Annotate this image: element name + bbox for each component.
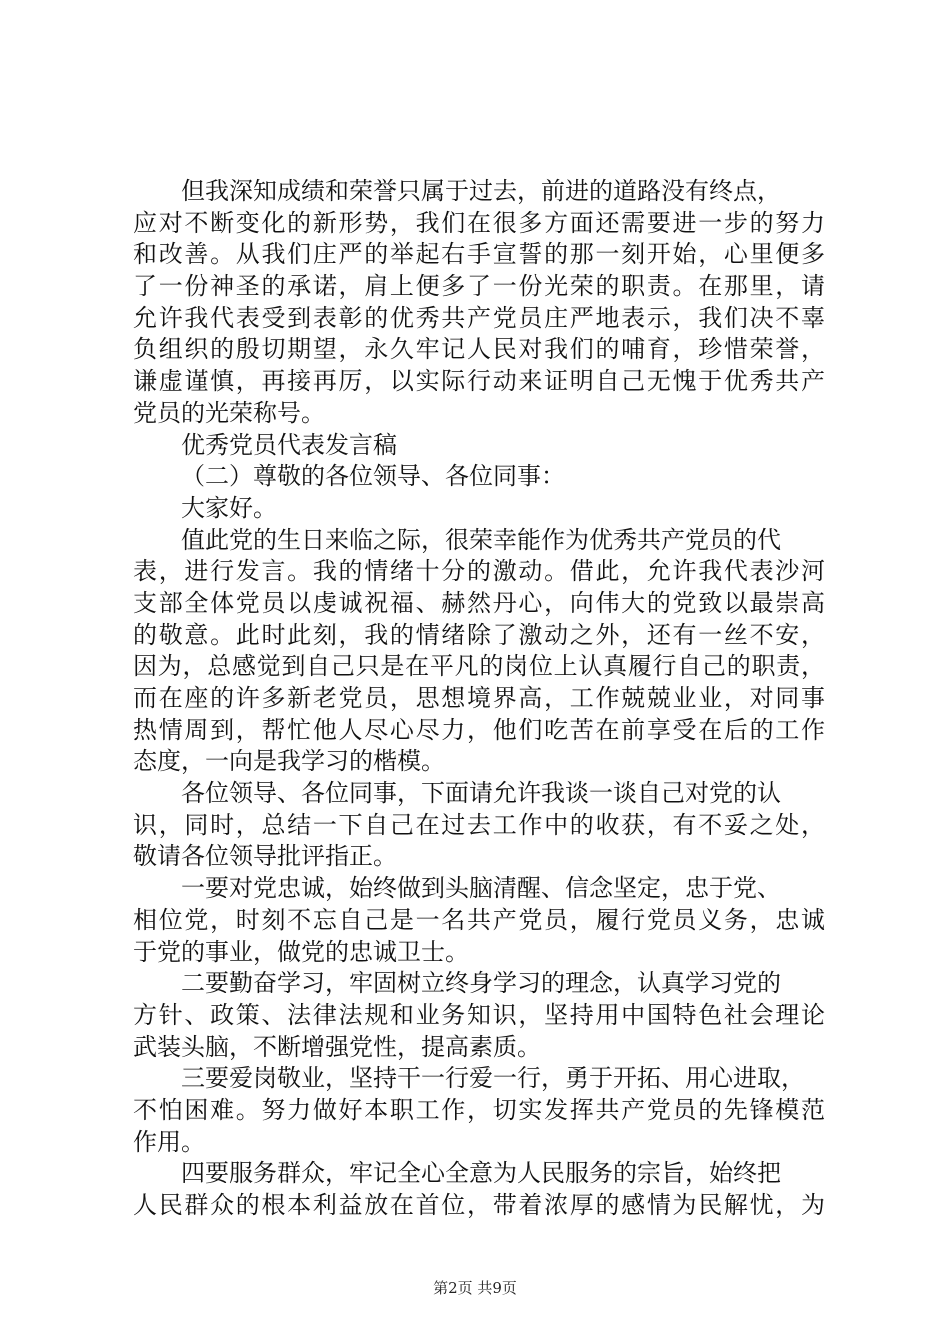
section-heading: 优秀党员代表发言稿 <box>181 430 397 459</box>
text-line: 不怕困难。努力做好本职工作，切实发挥共产党员的先锋模范 <box>133 1095 825 1124</box>
text-line: 因为，总感觉到自己只是在平凡的岗位上认真履行自己的职责， <box>133 652 825 681</box>
text-line: 热情周到，帮忙他人尽心尽力，他们吃苦在前享受在后的工作 <box>133 715 825 744</box>
text-line: 支部全体党员以虔诚祝福、赫然丹心，向伟大的党致以最崇高 <box>133 588 825 617</box>
text-line: 四要服务群众，牢记全心全意为人民服务的宗旨，始终把 <box>181 1159 781 1188</box>
text-line: 相位党，时刻不忘自己是一名共产党员，履行党员义务，忠诚 <box>133 905 825 934</box>
text-line: 允许我代表受到表彰的优秀共产党员庄严地表示，我们决不辜 <box>133 303 825 332</box>
text-line: 二要勤奋学习，牢固树立终身学习的理念，认真学习党的 <box>181 969 781 998</box>
text-line: 表，进行发言。我的情绪十分的激动。借此，允许我代表沙河 <box>133 557 825 586</box>
text-line: 武装头脑，不断增强党性，提高素质。 <box>133 1032 541 1061</box>
text-line: 人民群众的根本利益放在首位，带着浓厚的感情为民解忧，为 <box>133 1191 825 1219</box>
text-line: 党员的光荣称号。 <box>133 398 325 427</box>
text-line: 敬请各位领导批评指正。 <box>133 842 397 871</box>
page-footer: 第2页 共9页 <box>433 1279 517 1297</box>
text-line: 而在座的许多新老党员，思想境界高，工作兢兢业业，对同事 <box>133 684 825 712</box>
text-line: 三要爱岗敬业，坚持干一行爱一行，勇于开拓、用心进取， <box>181 1064 805 1093</box>
salutation: （二）尊敬的各位领导、各位同事： <box>181 462 565 491</box>
text-line: 谦虚谨慎，再接再厉，以实际行动来证明自己无愧于优秀共产 <box>133 367 825 396</box>
text-line: 态度，一向是我学习的楷模。 <box>133 747 445 776</box>
text-line: 于党的事业，做党的忠诚卫士。 <box>133 937 469 966</box>
greeting: 大家好。 <box>181 493 277 522</box>
text-line: 负组织的殷切期望，永久牢记人民对我们的哺育，珍惜荣誉， <box>133 335 825 364</box>
text-line: 但我深知成绩和荣誉只属于过去，前进的道路没有终点， <box>181 177 781 205</box>
text-line: 一要对党忠诚，始终做到头脑清醒、信念坚定，忠于党、 <box>181 874 781 903</box>
text-line: 的敬意。此时此刻，我的情绪除了激动之外，还有一丝不安， <box>133 620 825 649</box>
body-text <box>133 176 825 1222</box>
text-line: 了一份神圣的承诺，肩上便多了一份光荣的职责。在那里，请 <box>133 272 825 301</box>
text-line: 作用。 <box>133 1127 205 1156</box>
text-line: 各位领导、各位同事，下面请允许我谈一谈自己对党的认 <box>181 779 781 808</box>
text-line: 值此党的生日来临之际，很荣幸能作为优秀共产党员的代 <box>181 525 781 554</box>
text-line: 应对不断变化的新形势，我们在很多方面还需要进一步的努力 <box>133 208 825 237</box>
text-line: 和改善。从我们庄严的举起右手宣誓的那一刻开始，心里便多 <box>133 240 825 269</box>
text-line: 识，同时，总结一下自己在过去工作中的收获，有不妥之处， <box>133 810 825 839</box>
text-line: 方针、政策、法律法规和业务知识，坚持用中国特色社会理论 <box>133 1000 825 1029</box>
